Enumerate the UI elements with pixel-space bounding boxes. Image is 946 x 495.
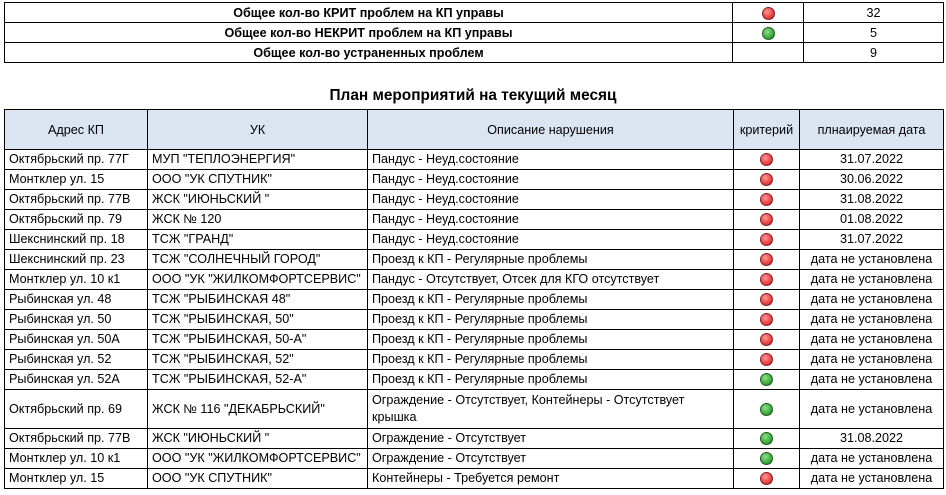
cell-planned-date: 30.06.2022 bbox=[800, 170, 944, 190]
cell-uk: ТСЖ "РЫБИНСКАЯ, 50-А" bbox=[148, 330, 368, 350]
cell-address: Рыбинская ул. 48 bbox=[5, 290, 148, 310]
plan-table bbox=[4, 109, 944, 489]
cell-planned-date: дата не установлена bbox=[800, 330, 944, 350]
cell-criterion bbox=[734, 429, 800, 449]
cell-description: Пандус - Неуд.состояние bbox=[368, 230, 734, 250]
cell-uk: ЖСК "ИЮНЬСКИЙ " bbox=[148, 429, 368, 449]
cell-planned-date: дата не установлена bbox=[800, 310, 944, 330]
cell-planned-date: дата не установлена bbox=[800, 449, 944, 469]
plan-title: План мероприятий на текущий месяц bbox=[329, 87, 617, 104]
green-circle-icon bbox=[760, 373, 773, 386]
cell-criterion bbox=[734, 350, 800, 370]
cell-address: Рыбинская ул. 52А bbox=[5, 370, 148, 390]
red-circle-icon bbox=[760, 233, 773, 246]
cell-criterion bbox=[734, 150, 800, 170]
summary-value: 9 bbox=[804, 43, 944, 63]
table-row bbox=[5, 370, 944, 390]
table-row bbox=[5, 190, 944, 210]
summary-label: Общее кол-во НЕКРИТ проблем на КП управы bbox=[5, 23, 733, 43]
table-row bbox=[5, 449, 944, 469]
cell-address: Монтклер ул. 10 к1 bbox=[5, 449, 148, 469]
red-circle-icon bbox=[760, 353, 773, 366]
cell-description: Пандус - Неуд.состояние bbox=[368, 150, 734, 170]
table-row bbox=[5, 330, 944, 350]
red-circle-icon bbox=[760, 472, 773, 485]
cell-description: Проезд к КП - Регулярные проблемы bbox=[368, 250, 734, 270]
red-circle-icon bbox=[760, 333, 773, 346]
cell-uk: ЖСК № 116 "ДЕКАБРЬСКИЙ" bbox=[148, 390, 368, 429]
summary-row bbox=[5, 43, 944, 63]
header-criterion: критерий bbox=[734, 110, 800, 150]
cell-address: Октябрьский пр. 69 bbox=[5, 390, 148, 429]
table-row bbox=[5, 350, 944, 370]
table-row bbox=[5, 290, 944, 310]
cell-address: Октябрьский пр. 79 bbox=[5, 210, 148, 230]
red-circle-icon bbox=[760, 253, 773, 266]
cell-address: Монтклер ул. 15 bbox=[5, 469, 148, 489]
cell-criterion bbox=[734, 449, 800, 469]
cell-description: Ограждение - Отсутствует, Контейнеры - Отсутствует крышка bbox=[368, 390, 734, 429]
cell-description: Проезд к КП - Регулярные проблемы bbox=[368, 330, 734, 350]
table-row bbox=[5, 270, 944, 290]
cell-uk: ТСЖ "ГРАНД" bbox=[148, 230, 368, 250]
cell-description: Проезд к КП - Регулярные проблемы bbox=[368, 310, 734, 330]
cell-address: Рыбинская ул. 50А bbox=[5, 330, 148, 350]
header-address: Адрес КП bbox=[5, 110, 148, 150]
cell-uk: ООО "УК "ЖИЛКОМФОРТСЕРВИС" bbox=[148, 270, 368, 290]
cell-planned-date: дата не установлена bbox=[800, 290, 944, 310]
cell-uk: ТСЖ "РЫБИНСКАЯ, 50" bbox=[148, 310, 368, 330]
summary-indicator bbox=[733, 43, 804, 63]
summary-label: Общее кол-во устраненных проблем bbox=[5, 43, 733, 63]
table-row bbox=[5, 429, 944, 449]
red-circle-icon bbox=[760, 213, 773, 226]
cell-planned-date: дата не установлена bbox=[800, 250, 944, 270]
red-circle-icon bbox=[762, 7, 775, 20]
red-circle-icon bbox=[760, 313, 773, 326]
red-circle-icon bbox=[760, 293, 773, 306]
cell-planned-date: 31.08.2022 bbox=[800, 429, 944, 449]
cell-criterion bbox=[734, 469, 800, 489]
cell-criterion bbox=[734, 250, 800, 270]
header-description: Описание нарушения bbox=[368, 110, 734, 150]
cell-description: Проезд к КП - Регулярные проблемы bbox=[368, 350, 734, 370]
cell-criterion bbox=[734, 310, 800, 330]
table-row bbox=[5, 469, 944, 489]
cell-criterion bbox=[734, 210, 800, 230]
summary-label: Общее кол-во КРИТ проблем на КП управы bbox=[5, 3, 733, 23]
red-circle-icon bbox=[760, 173, 773, 186]
cell-description: Ограждение - Отсутствует bbox=[368, 449, 734, 469]
cell-description: Пандус - Неуд.состояние bbox=[368, 190, 734, 210]
cell-criterion bbox=[734, 270, 800, 290]
cell-criterion bbox=[734, 290, 800, 310]
cell-planned-date: дата не установлена bbox=[800, 390, 944, 429]
summary-value: 32 bbox=[804, 3, 944, 23]
cell-criterion bbox=[734, 230, 800, 250]
cell-address: Монтклер ул. 10 к1 bbox=[5, 270, 148, 290]
cell-description: Проезд к КП - Регулярные проблемы bbox=[368, 290, 734, 310]
table-row bbox=[5, 310, 944, 330]
cell-uk: ООО "УК СПУТНИК" bbox=[148, 170, 368, 190]
table-row bbox=[5, 390, 944, 429]
summary-indicator bbox=[733, 23, 804, 43]
cell-uk: МУП "ТЕПЛОЭНЕРГИЯ" bbox=[148, 150, 368, 170]
cell-address: Шекснинский пр. 18 bbox=[5, 230, 148, 250]
cell-criterion bbox=[734, 190, 800, 210]
cell-address: Октябрьский пр. 77В bbox=[5, 190, 148, 210]
header-uk: УК bbox=[148, 110, 368, 150]
cell-address: Шекснинский пр. 23 bbox=[5, 250, 148, 270]
summary-table bbox=[4, 2, 944, 63]
cell-description: Ограждение - Отсутствует bbox=[368, 429, 734, 449]
summary-row bbox=[5, 23, 944, 43]
cell-uk: ООО "УК "ЖИЛКОМФОРТСЕРВИС" bbox=[148, 449, 368, 469]
cell-uk: ТСЖ "РЫБИНСКАЯ 48" bbox=[148, 290, 368, 310]
green-circle-icon bbox=[760, 432, 773, 445]
cell-planned-date: 01.08.2022 bbox=[800, 210, 944, 230]
cell-address: Рыбинская ул. 52 bbox=[5, 350, 148, 370]
cell-uk: ТСЖ "РЫБИНСКАЯ, 52-А" bbox=[148, 370, 368, 390]
summary-indicator bbox=[733, 3, 804, 23]
cell-description: Контейнеры - Требуется ремонт bbox=[368, 469, 734, 489]
green-circle-icon bbox=[760, 452, 773, 465]
cell-criterion bbox=[734, 390, 800, 429]
table-row bbox=[5, 230, 944, 250]
cell-planned-date: дата не установлена bbox=[800, 469, 944, 489]
cell-uk: ООО "УК СПУТНИК" bbox=[148, 469, 368, 489]
header-planned-date: плнаируемая дата bbox=[800, 110, 944, 150]
red-circle-icon bbox=[760, 273, 773, 286]
red-circle-icon bbox=[760, 193, 773, 206]
cell-description: Пандус - Неуд.состояние bbox=[368, 170, 734, 190]
cell-address: Октябрьский пр. 77В bbox=[5, 429, 148, 449]
summary-row bbox=[5, 3, 944, 23]
red-circle-icon bbox=[760, 153, 773, 166]
green-circle-icon bbox=[760, 403, 773, 416]
table-row bbox=[5, 150, 944, 170]
cell-planned-date: дата не установлена bbox=[800, 270, 944, 290]
table-row bbox=[5, 250, 944, 270]
table-row bbox=[5, 170, 944, 190]
cell-planned-date: дата не установлена bbox=[800, 370, 944, 390]
cell-uk: ТСЖ "РЫБИНСКАЯ, 52" bbox=[148, 350, 368, 370]
cell-criterion bbox=[734, 170, 800, 190]
cell-uk: ТСЖ "СОЛНЕЧНЫЙ ГОРОД" bbox=[148, 250, 368, 270]
cell-planned-date: 31.08.2022 bbox=[800, 190, 944, 210]
cell-address: Монтклер ул. 15 bbox=[5, 170, 148, 190]
cell-planned-date: 31.07.2022 bbox=[800, 150, 944, 170]
cell-uk: ЖСК № 120 bbox=[148, 210, 368, 230]
cell-description: Пандус - Отсутствует, Отсек для КГО отсутствует bbox=[368, 270, 734, 290]
cell-address: Октябрьский пр. 77Г bbox=[5, 150, 148, 170]
cell-criterion bbox=[734, 370, 800, 390]
cell-description: Пандус - Неуд.состояние bbox=[368, 210, 734, 230]
cell-planned-date: дата не установлена bbox=[800, 350, 944, 370]
cell-address: Рыбинская ул. 50 bbox=[5, 310, 148, 330]
cell-description: Проезд к КП - Регулярные проблемы bbox=[368, 370, 734, 390]
plan-header-row bbox=[5, 110, 944, 150]
cell-criterion bbox=[734, 330, 800, 350]
summary-value: 5 bbox=[804, 23, 944, 43]
cell-planned-date: 31.07.2022 bbox=[800, 230, 944, 250]
table-row bbox=[5, 210, 944, 230]
green-circle-icon bbox=[762, 27, 775, 40]
cell-uk: ЖСК "ИЮНЬСКИЙ " bbox=[148, 190, 368, 210]
